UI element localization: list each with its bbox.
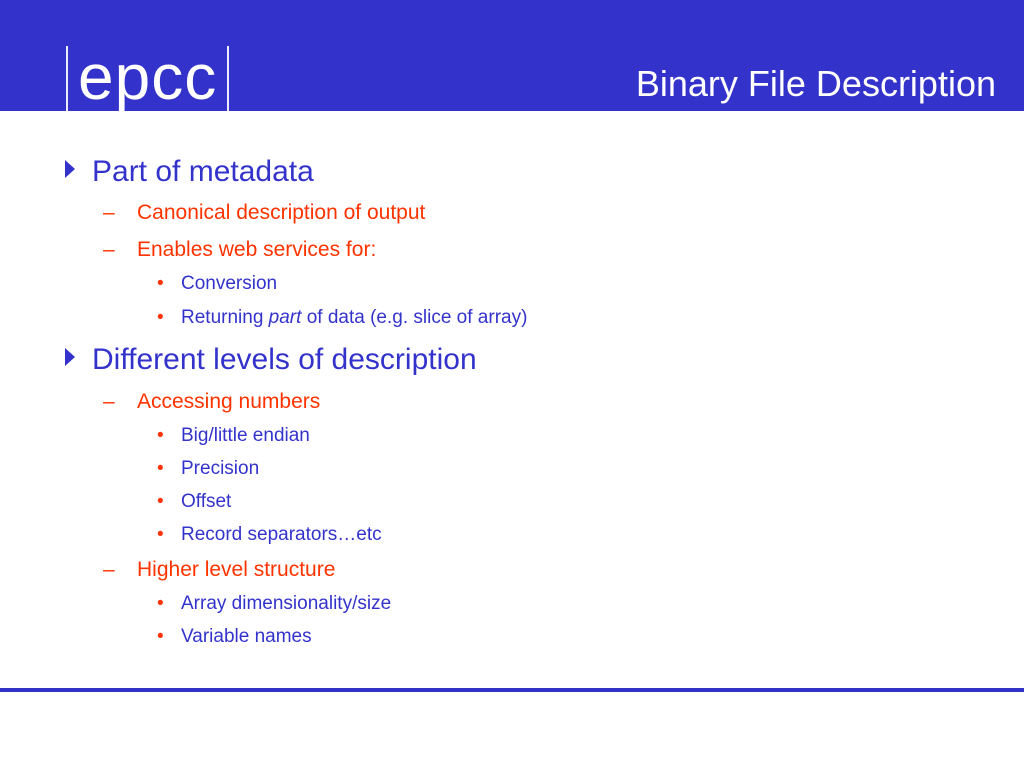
bullet-level2 [103, 237, 377, 263]
bullet-level3 [157, 272, 278, 296]
bullet-level3 [157, 424, 310, 448]
dash-marker: – [103, 558, 115, 581]
logo-left-bar [66, 46, 68, 114]
bullet-level2 [103, 200, 426, 226]
bullet-text: Higher level structure [137, 558, 336, 581]
bullet-level3 [157, 457, 260, 481]
bullet-level3 [157, 592, 392, 616]
arrow-bullet-icon [65, 348, 75, 366]
arrow-bullet-icon [65, 160, 75, 178]
bullet-level1 [92, 342, 477, 378]
bullet-text: Canonical description of output [137, 201, 426, 224]
bullet-text: Record separators…etc [181, 524, 382, 545]
dot-marker: • [157, 458, 164, 479]
dot-marker: • [157, 593, 164, 614]
bullet-text: Array dimensionality/size [181, 593, 392, 614]
bullet-text-suffix: of data (e.g. slice of array) [301, 307, 528, 328]
footer-divider [0, 688, 1024, 692]
dot-marker: • [157, 307, 164, 328]
bullet-text: Conversion [181, 273, 278, 294]
bullet-level1 [92, 154, 314, 190]
bullet-level2 [103, 389, 321, 415]
bullet-text: Offset [181, 491, 232, 512]
bullet-level3 [157, 625, 312, 649]
bullet-level3 [157, 523, 382, 547]
dot-marker: • [157, 626, 164, 647]
bullet-text: Big/little endian [181, 425, 310, 446]
bullet-text: Part of metadata [92, 155, 314, 188]
bullet-text: Different levels of description [92, 343, 477, 376]
bullet-level3 [157, 490, 232, 514]
bullet-text-emphasis: part [268, 307, 302, 328]
dash-marker: – [103, 238, 115, 261]
slide-title: Binary File Description [635, 63, 996, 104]
bullet-level3 [157, 306, 528, 330]
bullet-level2 [103, 557, 336, 583]
bullet-text: Variable names [181, 626, 312, 647]
logo-wordmark: epcc [78, 41, 218, 113]
dash-marker: – [103, 201, 115, 224]
dot-marker: • [157, 425, 164, 446]
logo-right-bar [227, 46, 229, 114]
dash-marker: – [103, 390, 115, 413]
dot-marker: • [157, 524, 164, 545]
bullet-text-prefix: Returning [181, 307, 269, 328]
epcc-logo [66, 41, 229, 114]
dot-marker: • [157, 273, 164, 294]
bullet-text: Precision [181, 458, 260, 479]
bullet-text: Accessing numbers [137, 390, 321, 413]
dot-marker: • [157, 491, 164, 512]
bullet-text: Enables web services for: [137, 238, 377, 261]
